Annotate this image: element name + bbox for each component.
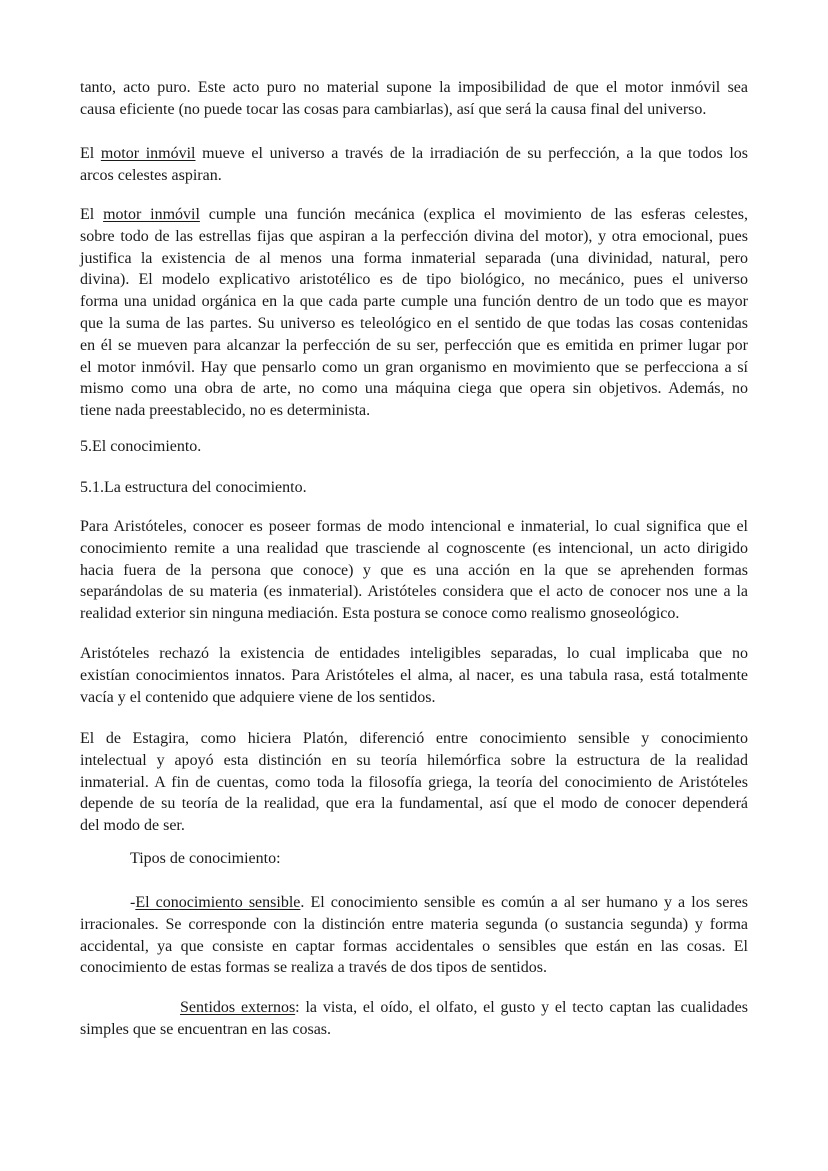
text-line: realidad exterior sin ninguna mediación. Esta postura se conoce como realismo gnoseológico. [80, 605, 680, 623]
text-line: hacia fuera de la persona que conoce) y que es una acción en la que se aprehenden formas [80, 561, 748, 579]
paragraph [80, 997, 748, 1041]
text-line: Tipos de conocimiento: [130, 850, 281, 867]
section-heading [80, 477, 748, 499]
text-line: intelectual y apoyó esta distinción en su teoría hilemórfica sobre la estructura de la realidad [80, 751, 748, 769]
text-line: justifica la existencia de al menos una forma inmaterial separada (una divinidad, natural, pero [80, 249, 748, 267]
text-line: forma una unidad orgánica en la que cada parte cumple una función dentro de un todo que es mayor [80, 293, 748, 311]
text-line: en él se mueven para alcanzar la perfección de su ser, perfección que es emitida en primer lugar por [80, 336, 748, 354]
text-segment: cumple una función mecánica (explica el movimiento de las esferas celestes, [199, 206, 749, 223]
text-line: Aristóteles rechazó la existencia de entidades inteligibles separadas, lo cual implicaba que no [80, 645, 748, 662]
text-line: arcos celestes aspiran. [80, 166, 222, 184]
paragraph [80, 77, 748, 121]
section-heading [80, 848, 748, 870]
text-line: conocimiento remite a una realidad que trasciende al cognoscente (es intencional, un acto dirigido [80, 539, 748, 557]
text-segment: - [130, 894, 136, 911]
text-line: 5.1.La estructura del conocimiento. [80, 479, 307, 496]
text-line: El de Estagira, como hiciera Platón, diferenció entre conocimiento sensible y conocimiento [80, 730, 748, 747]
text-line: el motor inmóvil. Hay que pensarlo como un gran organismo en movimiento que se perfecciona a sí [80, 358, 748, 376]
text-line: del modo de ser. [80, 817, 185, 835]
text-segment: . El conocimiento sensible es común a al ser humano y a los seres [300, 894, 748, 911]
text-line: causa eficiente (no puede tocar las cosas para cambiarlas), así que será la causa final del universo. [80, 100, 707, 118]
text-line [80, 204, 748, 226]
text-line [80, 892, 748, 914]
paragraph [80, 204, 748, 422]
text-line: depende de su teoría de la realidad, que era la fundamental, así que el modo de conocer dependerá [80, 795, 748, 813]
text-line [80, 997, 748, 1019]
text-line: vacía y el contenido que adquiere viene de los sentidos. [80, 688, 436, 706]
text-segment: El [80, 206, 104, 223]
text-line: tiene nada preestablecido, no es determinista. [80, 402, 371, 420]
text-line: existían conocimientos innatos. Para Aristóteles el alma, al nacer, es una tabula rasa, está totalmente [80, 666, 748, 684]
text-line: sobre todo de las estrellas fijas que aspiran a la perfección divina del motor), y otra emocional, pues [80, 227, 748, 245]
text-line: mismo como una obra de arte, no como una máquina ciega que opera sin objetivos. Además, no [80, 380, 748, 398]
section-heading [80, 436, 748, 458]
text-line: conocimiento de estas formas se realiza a través de dos tipos de sentidos. [80, 959, 547, 977]
paragraph [80, 143, 748, 187]
text-line: 5.El conocimiento. [80, 438, 202, 455]
text-line: accidental, ya que consiste en captar formas accidentales o sensibles que están en las cosas. El [80, 937, 748, 955]
underlined-term: El conocimiento sensible [135, 894, 301, 911]
text-segment: El [80, 145, 101, 162]
text-line: separándolas de su materia (es inmaterial). Aristóteles considera que el acto de conocer nos une a la [80, 583, 748, 601]
text-line: tanto, acto puro. Este acto puro no material supone la imposibilidad de que el motor inmóvil sea [80, 79, 748, 96]
paragraph [80, 516, 748, 625]
text-segment: mueve el universo a través de la irradiación de su perfección, a la que todos los [195, 145, 749, 162]
text-line: inmaterial. A fin de cuentas, como toda la filosofía griega, la teoría del conocimiento de Aristóteles [80, 773, 748, 791]
paragraph [80, 728, 748, 837]
underlined-term: Sentidos externos [180, 999, 296, 1016]
text-line [80, 143, 748, 165]
text-segment: : la vista, el oído, el olfato, el gusto y el tecto captan las cualidades [295, 999, 748, 1016]
underlined-term: motor inmóvil [100, 145, 196, 162]
text-line: simples que se encuentran en las cosas. [80, 1020, 332, 1038]
text-line: irracionales. Se corresponde con la distinción entre materia segunda (o sustancia segunda) y forma [80, 915, 748, 933]
underlined-term: motor inmóvil [103, 206, 200, 223]
text-line: Para Aristóteles, conocer es poseer formas de modo intencional e inmaterial, lo cual significa que el [80, 518, 748, 535]
text-line: divina). El modelo explicativo aristotélico es de tipo biológico, no mecánico, pues el universo [80, 271, 748, 289]
paragraph [80, 643, 748, 708]
text-line: que la suma de las partes. Su universo es teleológico en el sentido de que todas las cosas contenidas [80, 314, 748, 332]
paragraph [80, 892, 748, 979]
